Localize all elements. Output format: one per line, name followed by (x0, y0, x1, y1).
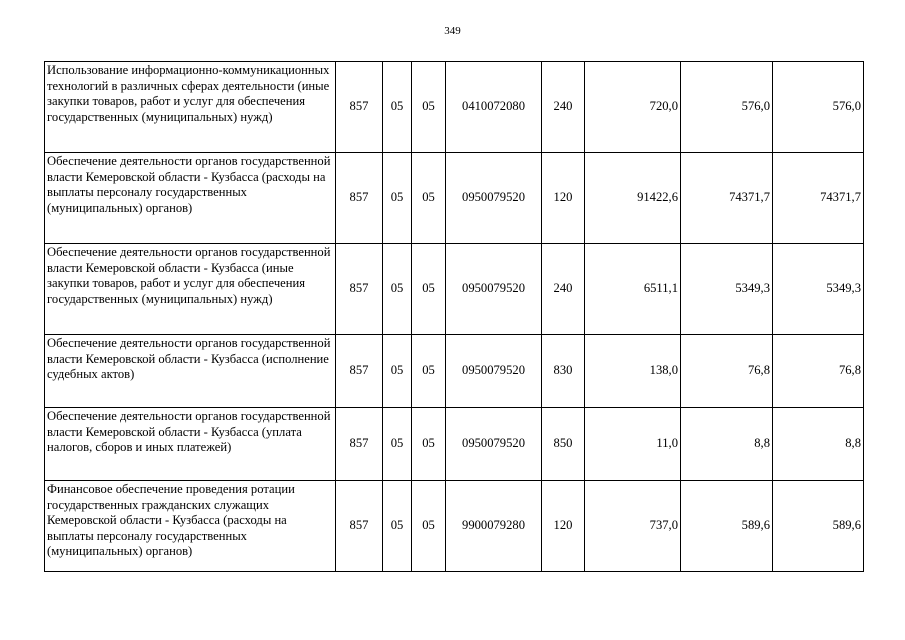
table-row (45, 153, 864, 244)
amount-3: 74371,7 (773, 153, 864, 244)
table-row (45, 335, 864, 408)
amount-3: 576,0 (773, 62, 864, 153)
ministry-code: 857 (336, 335, 383, 408)
expense-type-code: 830 (542, 335, 585, 408)
row-description: Обеспечение деятельности органов государственной власти Кемеровской области - Кузбасса (исполнение судебных актов) (45, 335, 336, 408)
amount-3: 76,8 (773, 335, 864, 408)
table-row (45, 481, 864, 572)
subsection-code: 05 (412, 153, 446, 244)
page-number: 349 (444, 25, 461, 37)
amount-2: 5349,3 (681, 244, 773, 335)
amount-2: 76,8 (681, 335, 773, 408)
subsection-code: 05 (412, 481, 446, 572)
amount-3: 5349,3 (773, 244, 864, 335)
section-code: 05 (383, 408, 412, 481)
amount-2: 74371,7 (681, 153, 773, 244)
ministry-code: 857 (336, 408, 383, 481)
amount-1: 11,0 (585, 408, 681, 481)
section-code: 05 (383, 153, 412, 244)
target-article-code: 0950079520 (446, 408, 542, 481)
amount-1: 91422,6 (585, 153, 681, 244)
amount-1: 720,0 (585, 62, 681, 153)
amount-3: 8,8 (773, 408, 864, 481)
ministry-code: 857 (336, 153, 383, 244)
expense-type-code: 240 (542, 62, 585, 153)
ministry-code: 857 (336, 244, 383, 335)
expense-type-code: 850 (542, 408, 585, 481)
section-code: 05 (383, 481, 412, 572)
amount-1: 6511,1 (585, 244, 681, 335)
budget-table (44, 61, 864, 572)
subsection-code: 05 (412, 244, 446, 335)
expense-type-code: 120 (542, 153, 585, 244)
target-article-code: 0950079520 (446, 335, 542, 408)
row-description: Использование информационно-коммуникационных технологий в различных сферах деятельности (иные закупки товаров, работ и услуг для обеспечения государственных (муниципальных) нужд) (45, 62, 336, 153)
target-article-code: 0950079520 (446, 244, 542, 335)
section-code: 05 (383, 62, 412, 153)
amount-2: 576,0 (681, 62, 773, 153)
ministry-code: 857 (336, 62, 383, 153)
table-row (45, 408, 864, 481)
amount-1: 737,0 (585, 481, 681, 572)
ministry-code: 857 (336, 481, 383, 572)
expense-type-code: 120 (542, 481, 585, 572)
table-row (45, 62, 864, 153)
row-description: Финансовое обеспечение проведения ротации государственных гражданских служащих Кемеровской области - Кузбасса (расходы на выплаты персоналу государственных (муниципальных) органов) (45, 481, 336, 572)
section-code: 05 (383, 335, 412, 408)
subsection-code: 05 (412, 62, 446, 153)
subsection-code: 05 (412, 408, 446, 481)
amount-1: 138,0 (585, 335, 681, 408)
target-article-code: 0950079520 (446, 153, 542, 244)
amount-2: 8,8 (681, 408, 773, 481)
section-code: 05 (383, 244, 412, 335)
table-row (45, 244, 864, 335)
row-description: Обеспечение деятельности органов государственной власти Кемеровской области - Кузбасса (уплата налогов, сборов и иных платежей) (45, 408, 336, 481)
row-description: Обеспечение деятельности органов государственной власти Кемеровской области - Кузбасса (иные закупки товаров, работ и услуг для обеспечения государственных (муниципальных) нужд) (45, 244, 336, 335)
expense-type-code: 240 (542, 244, 585, 335)
row-description: Обеспечение деятельности органов государственной власти Кемеровской области - Кузбасса (расходы на выплаты персоналу государственных (муниципальных) органов) (45, 153, 336, 244)
amount-3: 589,6 (773, 481, 864, 572)
amount-2: 589,6 (681, 481, 773, 572)
target-article-code: 9900079280 (446, 481, 542, 572)
target-article-code: 0410072080 (446, 62, 542, 153)
subsection-code: 05 (412, 335, 446, 408)
